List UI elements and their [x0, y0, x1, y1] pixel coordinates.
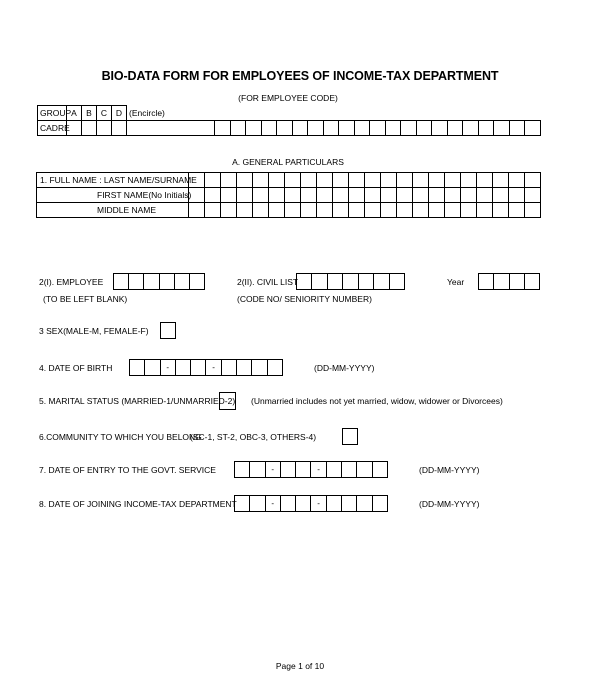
- name-letter-box[interactable]: [349, 188, 365, 203]
- digit-box[interactable]: [494, 274, 509, 289]
- cadre-box[interactable]: [370, 121, 386, 136]
- group-label: GROUP: [38, 106, 67, 121]
- employee-note: (TO BE LEFT BLANK): [43, 294, 128, 304]
- name-letter-box[interactable]: [493, 173, 509, 188]
- name-letter-box[interactable]: [429, 188, 445, 203]
- name-letter-box[interactable]: [237, 173, 253, 188]
- cadre-label: CADRE: [38, 121, 67, 136]
- digit-box[interactable]: [130, 360, 145, 375]
- digit-box[interactable]: [357, 462, 372, 477]
- civil-list-boxes[interactable]: [296, 273, 405, 290]
- community-label: 6.COMMUNITY TO WHICH YOU BELONG: [39, 432, 202, 442]
- digit-box[interactable]: [176, 360, 191, 375]
- name-letter-box[interactable]: [429, 203, 445, 218]
- name-letter-box[interactable]: [285, 188, 301, 203]
- digit-box[interactable]: -: [266, 496, 281, 511]
- digit-box[interactable]: [235, 462, 250, 477]
- cadre-box[interactable]: [82, 121, 97, 136]
- digit-box[interactable]: [342, 462, 357, 477]
- digit-box[interactable]: [312, 274, 327, 289]
- digit-box[interactable]: [281, 462, 296, 477]
- name-letter-box[interactable]: [189, 203, 205, 218]
- digit-box[interactable]: [237, 360, 252, 375]
- encircle-note: (Encircle): [129, 107, 165, 118]
- name-letter-box[interactable]: [205, 173, 221, 188]
- dob-label: 4. DATE OF BIRTH: [39, 363, 113, 373]
- entry-govt-label: 7. DATE OF ENTRY TO THE GOVT. SERVICE: [39, 465, 216, 475]
- cadre-box[interactable]: [525, 121, 541, 136]
- name-letter-box[interactable]: [317, 203, 333, 218]
- digit-box[interactable]: [357, 496, 372, 511]
- cadre-box[interactable]: [416, 121, 432, 136]
- digit-box[interactable]: -: [161, 360, 176, 375]
- digit-box[interactable]: [281, 496, 296, 511]
- digit-box[interactable]: [297, 274, 312, 289]
- cadre-box[interactable]: [261, 121, 277, 136]
- marital-box[interactable]: [219, 392, 236, 410]
- name-letter-box[interactable]: [285, 173, 301, 188]
- digit-box[interactable]: -: [311, 496, 326, 511]
- digit-box[interactable]: [235, 496, 250, 511]
- name-letter-box[interactable]: [413, 188, 429, 203]
- name-letter-box[interactable]: [285, 203, 301, 218]
- middle-name-label: MIDDLE NAME: [37, 203, 189, 218]
- cadre-box[interactable]: [354, 121, 370, 136]
- name-letter-box[interactable]: [301, 188, 317, 203]
- cadre-box[interactable]: [323, 121, 339, 136]
- digit-box[interactable]: [129, 274, 144, 289]
- name-letter-box[interactable]: [205, 203, 221, 218]
- name-letter-box[interactable]: [349, 173, 365, 188]
- digit-box[interactable]: [250, 462, 265, 477]
- group-option-c[interactable]: C: [97, 106, 112, 121]
- cadre-row: [38, 121, 541, 136]
- first-name-row: [37, 188, 541, 203]
- name-letter-box[interactable]: [269, 173, 285, 188]
- digit-box[interactable]: [144, 274, 159, 289]
- name-letter-box[interactable]: [461, 173, 477, 188]
- joining-it-label: 8. DATE OF JOINING INCOME-TAX DEPARTMENT: [39, 499, 237, 509]
- community-box[interactable]: [342, 428, 358, 445]
- name-letter-box[interactable]: [253, 188, 269, 203]
- form-title: BIO-DATA FORM FOR EMPLOYEES OF INCOME-TAX DEPARTMENT: [101, 69, 499, 83]
- digit-box[interactable]: [327, 496, 342, 511]
- name-letter-box[interactable]: [397, 203, 413, 218]
- year-label: Year: [447, 277, 465, 287]
- name-letter-box[interactable]: [205, 188, 221, 203]
- last-name-row: [37, 173, 541, 188]
- sex-label: 3 SEX(MALE-M, FEMALE-F): [39, 326, 149, 336]
- cadre-box[interactable]: [494, 121, 510, 136]
- digit-box[interactable]: -: [311, 462, 326, 477]
- name-letter-box[interactable]: [221, 188, 237, 203]
- digit-box[interactable]: [343, 274, 358, 289]
- digit-box[interactable]: [390, 274, 404, 289]
- name-letter-box[interactable]: [461, 203, 477, 218]
- digit-box[interactable]: [327, 462, 342, 477]
- name-letter-box[interactable]: [365, 173, 381, 188]
- cadre-box[interactable]: [97, 121, 112, 136]
- cadre-box[interactable]: [230, 121, 246, 136]
- form-subtitle: (FOR EMPLOYEE CODE): [238, 93, 338, 103]
- first-name-label: FIRST NAME(No Initials): [37, 188, 189, 203]
- digit-box[interactable]: [373, 462, 387, 477]
- name-letter-box[interactable]: [221, 173, 237, 188]
- name-letter-box[interactable]: [365, 188, 381, 203]
- section-a-heading: A. GENERAL PARTICULARS: [232, 157, 344, 167]
- cadre-box[interactable]: [127, 121, 215, 136]
- digit-box[interactable]: [252, 360, 267, 375]
- employee-code-boxes[interactable]: [113, 273, 205, 290]
- civil-list-note: (CODE NO/ SENIORITY NUMBER): [237, 294, 372, 304]
- digit-box[interactable]: [296, 496, 311, 511]
- name-letter-box[interactable]: [445, 203, 461, 218]
- name-letter-box[interactable]: [237, 188, 253, 203]
- name-letter-box[interactable]: [445, 173, 461, 188]
- digit-box[interactable]: [145, 360, 160, 375]
- cadre-box[interactable]: [308, 121, 324, 136]
- name-letter-box[interactable]: [397, 173, 413, 188]
- digit-box[interactable]: [525, 274, 539, 289]
- digit-box[interactable]: [160, 274, 175, 289]
- cadre-box[interactable]: [339, 121, 355, 136]
- cadre-box[interactable]: [463, 121, 479, 136]
- name-letter-box[interactable]: [525, 203, 541, 218]
- name-letter-box[interactable]: [477, 188, 493, 203]
- name-letter-box[interactable]: [381, 203, 397, 218]
- digit-box[interactable]: [190, 274, 204, 289]
- name-letter-box[interactable]: [301, 173, 317, 188]
- name-letter-box[interactable]: [237, 203, 253, 218]
- cadre-box[interactable]: [246, 121, 262, 136]
- name-letter-box[interactable]: [333, 188, 349, 203]
- digit-box[interactable]: [268, 360, 282, 375]
- cadre-box[interactable]: [292, 121, 308, 136]
- cadre-box[interactable]: [215, 121, 231, 136]
- cadre-box[interactable]: [447, 121, 463, 136]
- name-letter-box[interactable]: [525, 173, 541, 188]
- group-option-b[interactable]: B: [82, 106, 97, 121]
- joining-it-boxes[interactable]: [234, 495, 388, 512]
- marital-label: 5. MARITAL STATUS (MARRIED-1/UNMARRIED-2): [39, 396, 236, 406]
- digit-box[interactable]: [296, 462, 311, 477]
- name-letter-box[interactable]: [221, 203, 237, 218]
- name-table: [36, 172, 541, 218]
- digit-box[interactable]: [374, 274, 389, 289]
- cadre-box[interactable]: [112, 121, 127, 136]
- name-letter-box[interactable]: [493, 188, 509, 203]
- name-letter-box[interactable]: [349, 203, 365, 218]
- digit-box[interactable]: [510, 274, 525, 289]
- joining-it-format: (DD-MM-YYYY): [419, 499, 480, 509]
- marital-note: (Unmarried includes not yet married, widow, widower or Divorcees): [251, 396, 503, 406]
- cadre-box[interactable]: [277, 121, 293, 136]
- employee-label: 2(I). EMPLOYEE: [39, 277, 104, 287]
- cadre-box[interactable]: [432, 121, 448, 136]
- group-cadre-table: [37, 105, 541, 136]
- digit-box[interactable]: [342, 496, 357, 511]
- digit-box[interactable]: [328, 274, 343, 289]
- civil-list-label: 2(II). CIVIL LIST: [237, 277, 299, 287]
- digit-box[interactable]: [373, 496, 387, 511]
- digit-box[interactable]: -: [266, 462, 281, 477]
- name-letter-box[interactable]: [477, 173, 493, 188]
- name-letter-box[interactable]: [269, 188, 285, 203]
- year-boxes[interactable]: [478, 273, 540, 290]
- name-letter-box[interactable]: [253, 203, 269, 218]
- group-row: [38, 106, 541, 121]
- digit-box[interactable]: [479, 274, 494, 289]
- name-letter-box[interactable]: [381, 173, 397, 188]
- name-letter-box[interactable]: [269, 203, 285, 218]
- name-letter-box[interactable]: [461, 188, 477, 203]
- digit-box[interactable]: [359, 274, 374, 289]
- name-letter-box[interactable]: [477, 203, 493, 218]
- name-letter-box[interactable]: [429, 173, 445, 188]
- group-option-a[interactable]: A: [67, 106, 82, 121]
- group-option-d[interactable]: D: [112, 106, 127, 121]
- cadre-box[interactable]: [509, 121, 525, 136]
- digit-box[interactable]: [175, 274, 190, 289]
- digit-box[interactable]: [250, 496, 265, 511]
- entry-govt-boxes[interactable]: [234, 461, 388, 478]
- digit-box[interactable]: [114, 274, 129, 289]
- name-letter-box[interactable]: [365, 203, 381, 218]
- cadre-box[interactable]: [401, 121, 417, 136]
- digit-box[interactable]: -: [206, 360, 221, 375]
- cadre-box[interactable]: [478, 121, 494, 136]
- name-letter-box[interactable]: [301, 203, 317, 218]
- name-letter-box[interactable]: [333, 173, 349, 188]
- name-letter-box[interactable]: [413, 203, 429, 218]
- name-letter-box[interactable]: [509, 173, 525, 188]
- dob-boxes[interactable]: [129, 359, 283, 376]
- name-letter-box[interactable]: [445, 188, 461, 203]
- sex-box[interactable]: [160, 322, 176, 339]
- name-letter-box[interactable]: [333, 203, 349, 218]
- name-letter-box[interactable]: [509, 203, 525, 218]
- name-letter-box[interactable]: [253, 173, 269, 188]
- digit-box[interactable]: [191, 360, 206, 375]
- name-letter-box[interactable]: [525, 188, 541, 203]
- entry-govt-format: (DD-MM-YYYY): [419, 465, 480, 475]
- dob-format: (DD-MM-YYYY): [314, 363, 375, 373]
- name-letter-box[interactable]: [413, 173, 429, 188]
- name-letter-box[interactable]: [381, 188, 397, 203]
- name-letter-box[interactable]: [317, 188, 333, 203]
- name-letter-box[interactable]: [397, 188, 413, 203]
- last-name-label: 1. FULL NAME : LAST NAME/SURNAME: [37, 173, 189, 188]
- name-letter-box[interactable]: [317, 173, 333, 188]
- page-footer: Page 1 of 10: [275, 661, 325, 671]
- community-codes: (SC-1, ST-2, OBC-3, OTHERS-4): [190, 432, 317, 442]
- name-letter-box[interactable]: [493, 203, 509, 218]
- middle-name-row: [37, 203, 541, 218]
- cadre-box[interactable]: [385, 121, 401, 136]
- digit-box[interactable]: [222, 360, 237, 375]
- name-letter-box[interactable]: [509, 188, 525, 203]
